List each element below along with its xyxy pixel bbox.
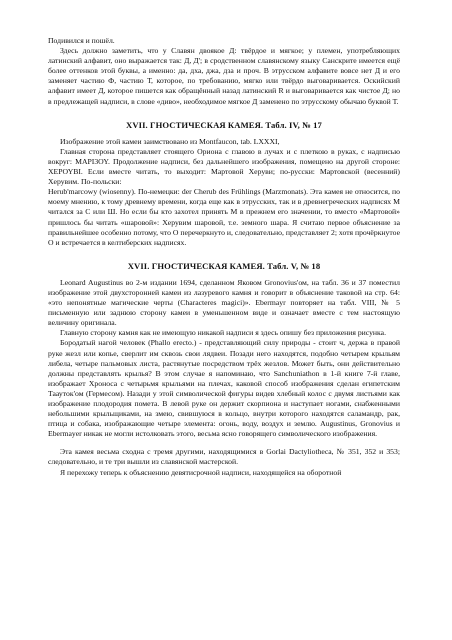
document-page bbox=[48, 36, 400, 478]
paragraph: Я перехожу теперь к объяснению девятисрочной надписи, находящейся на оборотной bbox=[60, 467, 342, 477]
paragraph: Изображение этой камеи заимствовано из Montfaucon, tab. LXXXI, bbox=[60, 136, 280, 146]
paragraph: Главная сторона представляет стоящего Ориона с главою в лучах и с плеткою в руках, с надписью вокруг: MAΡΙ3ΟΥ. Продолжение надписи, без дальнейшего изображения, помещено на другой стороне: ΧΕΡΟΥΒΙ. Если вместе читать, то выходит: Мартовой Херуви; по-русски: Мартовской (весенний) Херувим. По-польски: bbox=[48, 146, 400, 187]
paragraph: Leonard Augustinus во 2-м издании 1694, сделанном Яковом Gronovius'ом, на табл. 36 и 37 поместил изображение этой двухсторонней камеи из лазуревого камня и говорит в объяснение таковой на стр. 64: «это непонятные магические черты (Characteres magici)». Ebermayr повторяет на табл. VIII, № 5 письменную или заднюю сторону камеи в уменьшенном виде и означает вместе с тем настоящую величину оригинала. bbox=[48, 277, 400, 328]
paragraph: Подивился и пошёл. bbox=[48, 36, 115, 45]
paragraph: Здесь должно заметить, что у Славян двоякое Д: твёрдое и мягкое; у племен, употребляющих латинский алфавит, оно выражается так: Д, Д'; в сродственном славянскому языку Санскрите имеется ещё более оттенков этой буквы, а именно: да, дха, джа, дза и проч. В этрусском алфавите вовсе нет Д и его заменяет частию Ф, частию Т, которое, по требованию, мягко или твёрдо выговаривается. Оскийский алфавит имеет Д, которое пишется как обращённый назад латинский R и выговаривается как чистое Д; но в предлежащей надписи, в слове «диво», необходимое мягкое Д заменено по этрусскому обычаю буквой Т. bbox=[48, 46, 400, 106]
section-heading: XVII. ГНОСТИЧЕСКАЯ КАМЕЯ. Табл. IV, № 17 bbox=[126, 119, 322, 130]
paragraph: Эта камея весьма сходна с тремя другими, находящимися в Gorlai Dactyliotheca, № 351, 352 и 353; следовательно, и те три вышли из славянской мастерской. bbox=[48, 447, 400, 467]
paragraph: Бородатый нагой человек (Phallo erecto.) - представляющий силу природы - стоит ч, держа в правой руке жезл или копье, сверлит им сквозь свои лядвеи. Позади него находятся, подобно четырем крыльям либела, четыре пальмовых листа, растянутые посредством трёх жезлов. Может быть, они действительно должны представлять крылья? В этом случае я напоминаю, что Sanchuniathon в 1-й книге 7-й главе, изображает Хроноса с четырьмя крыльями на плечах, каковой способ изображения сделан египетским Таауток'ом (Гермесом). Назади у этой символической фигуры видев хлебный колос с двумя листьями как изображение плодородия помета. В левой руке он держит скорпиона и наступает ногами, снабженными небольшими крыльщиками, на змею, свившуюся в кольцо, внутри которого находятся саламандр, рак, птица и собака, изображающие четыре элемента: огонь, воду, воздух и землю. Augustinus, Gronovius и Ebermayer никак не могли истолковать этого, весьма ясно говорящего символического изображения. bbox=[48, 338, 400, 439]
paragraph: Главную сторону камня как не имеющую никакой надписи я здесь опишу без приложения рисунка. bbox=[60, 328, 386, 338]
section-heading: XVII. ГНОСТИЧЕСКАЯ КАМЕЯ. Табл. V, № 18 bbox=[127, 260, 321, 271]
spacer bbox=[48, 439, 400, 447]
paragraph: Herub'marcowy (wiosenny). По-немецки: der Cherub des Frühlings (Marzmonats). Эта камея не относится, по моему мнению, к тому древнему времени, когда еще как в этрусских, так и в древнегреческих надписях М читался за С или Ш. Но если бы кто захотел принять М в прежнем его значении, то вместо «Мартовой» пришлось бы читать «шаровой»: Херувим шаровой, т.е. земного шара. Я считаю первое объяснение за правильнейшее особенно потому, что О перечеркнуто и, следовательно, представляет 2; хотя прочёркнутое О и встречается в келтиберских надписях. bbox=[48, 187, 400, 247]
